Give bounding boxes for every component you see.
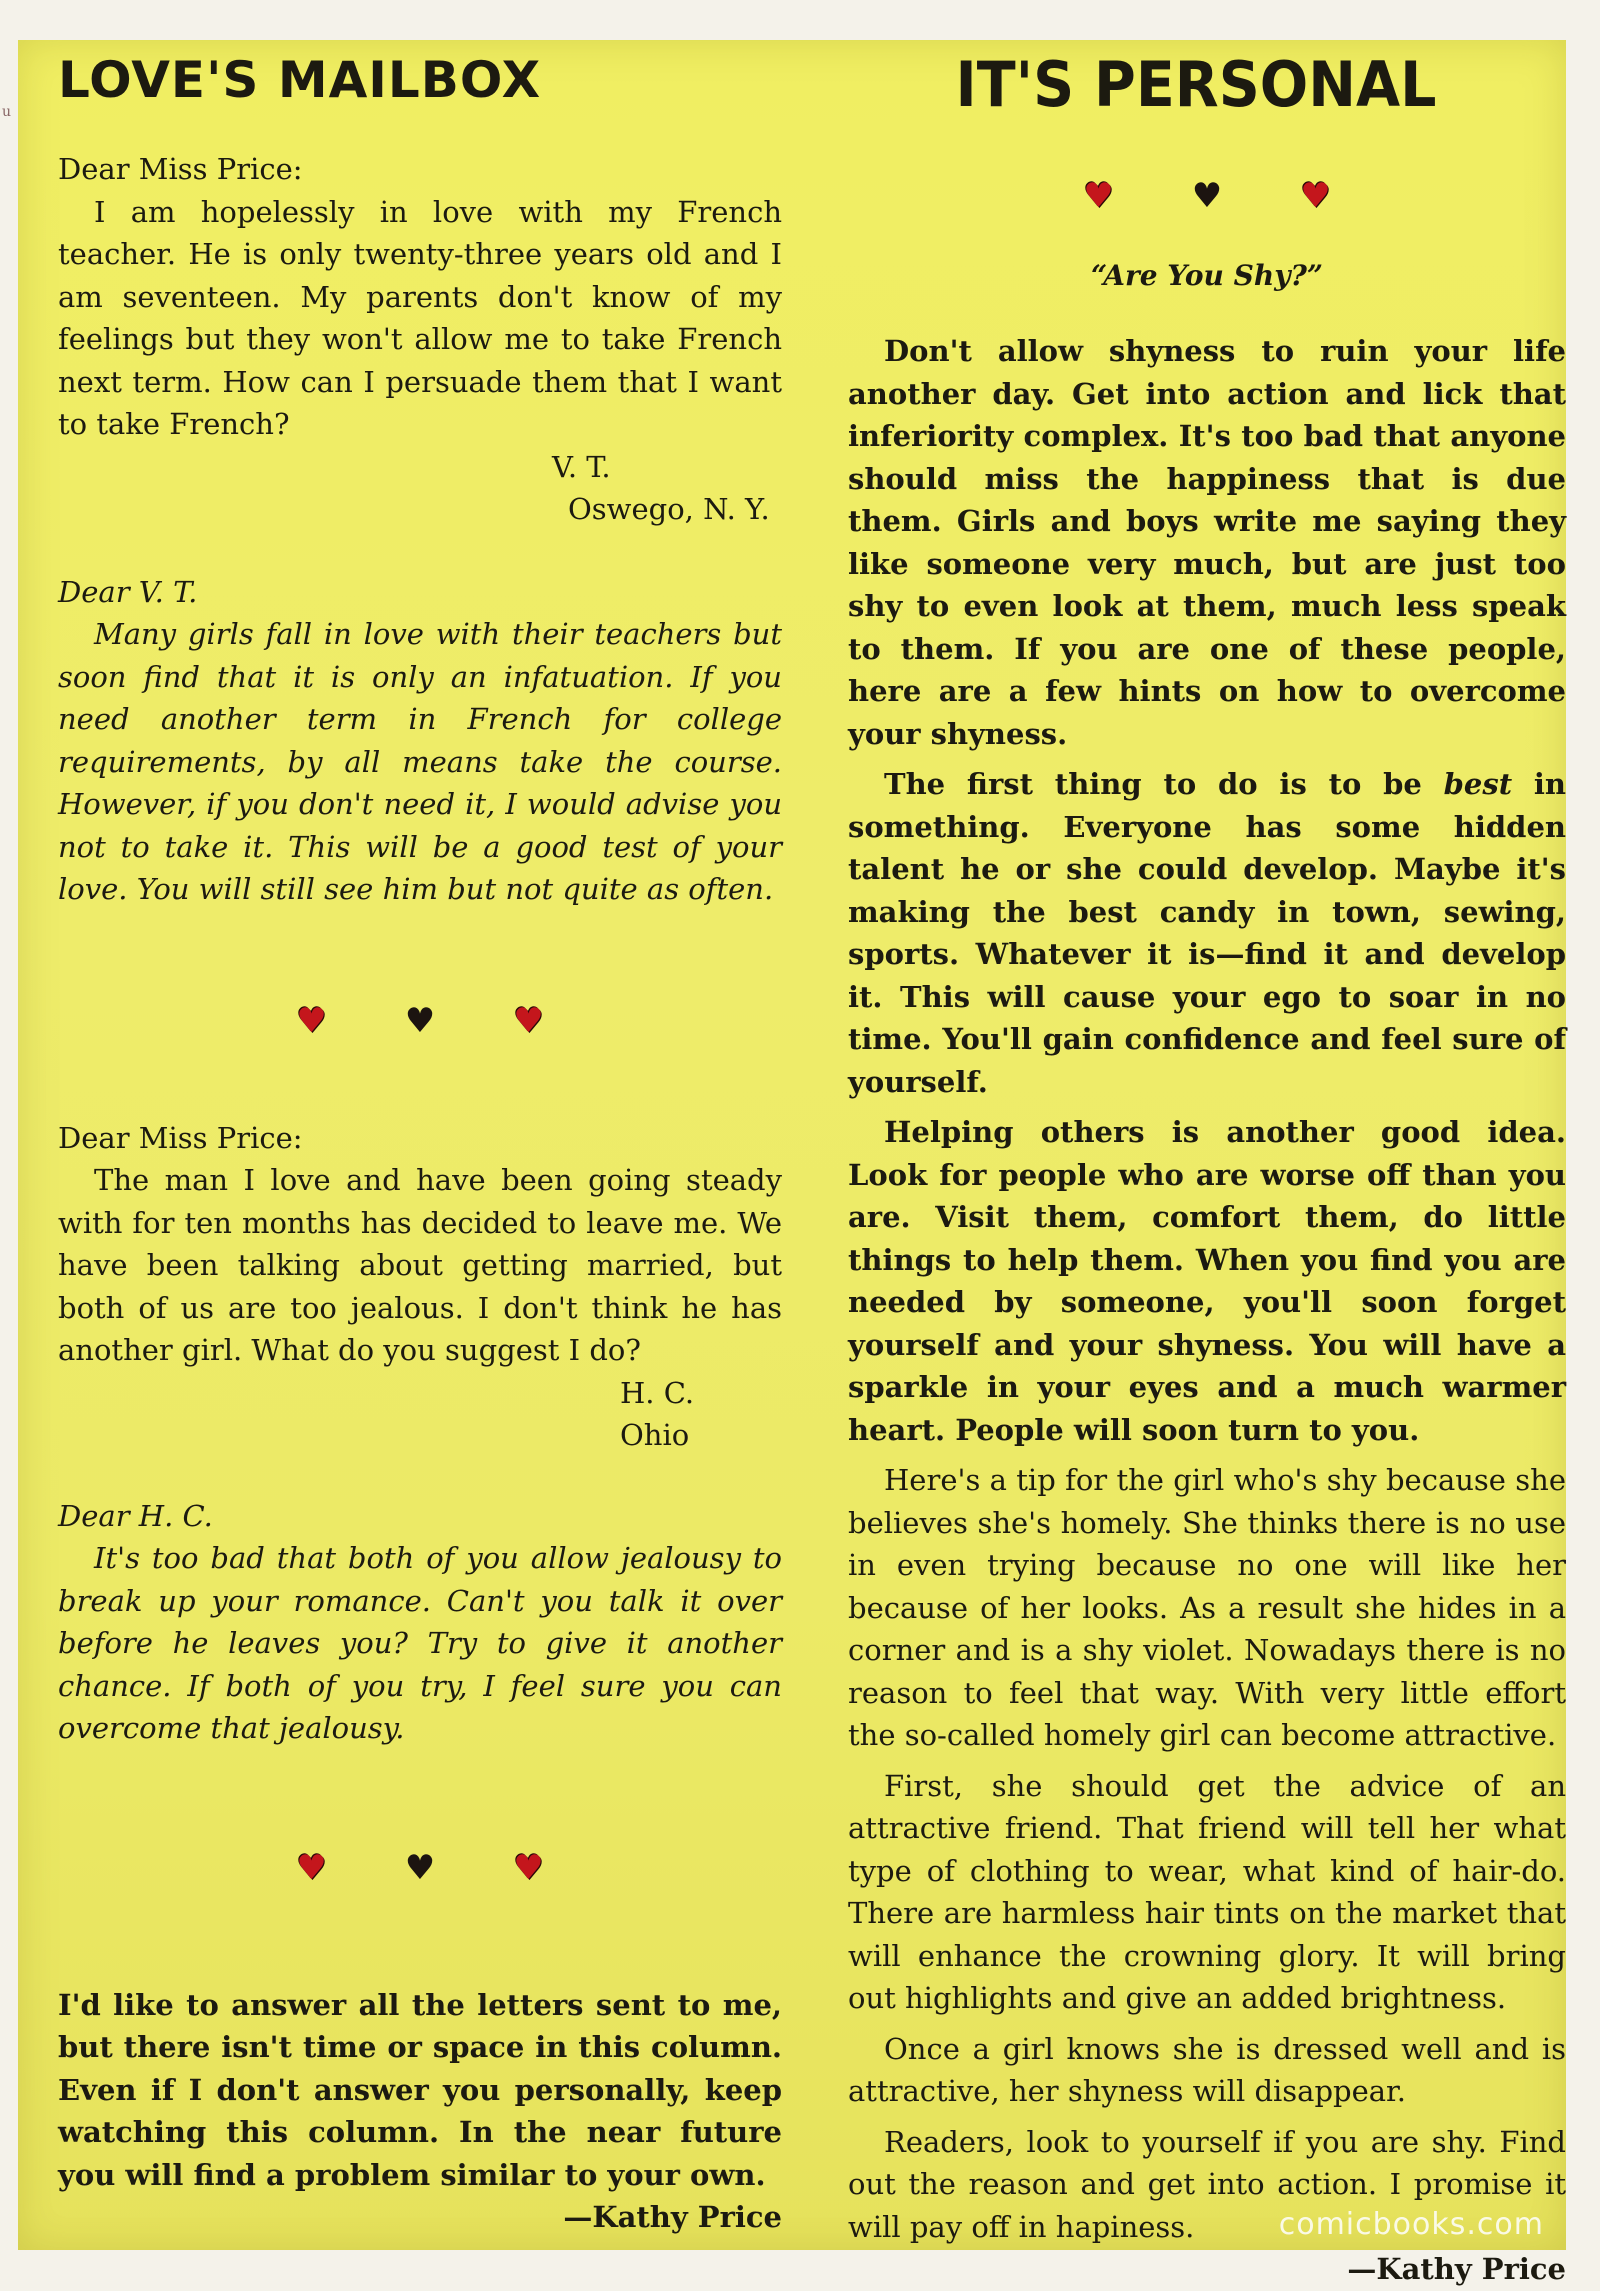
article-paragraph-7: Readers, look to yourself if you are shy. Find out the reason and get into action. I promise it will pay off in hapiness.	[848, 2124, 1566, 2244]
reply1-salutation: Dear V. T.	[58, 574, 198, 609]
article-paragraph-6: Once a girl knows she is dressed well and is attractive, her shyness will disappear.	[848, 2031, 1566, 2108]
loves-mailbox-column	[36, 40, 788, 2239]
heart-red-icon: ♥	[1300, 176, 1331, 216]
reply2-salutation: Dear H. C.	[58, 1498, 213, 1533]
edge-mark: u	[2, 104, 12, 120]
letter1-sig-name: V. T.	[552, 449, 611, 484]
letter2-salutation: Dear Miss Price:	[58, 1120, 303, 1155]
heart-red-icon: ♥	[513, 1847, 544, 1888]
heart-red-icon: ♥	[513, 1000, 544, 1041]
article-paragraph-5: First, she should get the advice of an attractive friend. That friend will tell her what type of clothing to wear, what kind of hair-do. There are harmless hair tints on the market that will enhance the crowning glory. It will bring out highlights and give an added brightness.	[848, 1768, 1566, 2015]
article-subhead: “Are You Shy?”	[1091, 259, 1323, 292]
loves-mailbox-title: LOVE'S MAILBOX	[58, 51, 542, 109]
heart-black-icon: ♥	[404, 1847, 436, 1888]
page	[18, 40, 1566, 2286]
its-personal-column	[826, 40, 1566, 2291]
letter2-body: The man I love and have been going steady with for ten months has decided to leave me. We have been talking about getting married, but both of us are too jealous. I don't think he has another girl. What do you suggest I do?	[58, 1163, 782, 1367]
reply2-body: It's too bad that both of you allow jealousy to break up your romance. Can't you talk it over before he leaves you? Try to give it another chance. If both of you try, I feel sure you can overcome that jealousy.	[58, 1541, 782, 1745]
letter2-sig-name: H. C.	[620, 1375, 695, 1410]
article-paragraph-4: Here's a tip for the girl who's shy because she believes she's homely. She thinks there is no use in even trying because no one will like her because of her looks. As a result she hides in a corner and is a shy violet. Nowadays there is no reason to feel that way. With very little effort the so-called homely girl can become attractive.	[848, 1463, 1566, 1752]
letter1-salutation: Dear Miss Price:	[58, 152, 303, 186]
divider-hearts-3	[848, 176, 1566, 216]
site-credit: comicbooks.com	[1278, 2207, 1544, 2242]
article-paragraph-3: Helping others is another good idea. Look for people who are worse off than you are. Visit them, comfort them, do little things to help them. When you find you are needed by someone, you'll soon forget yourself and your shyness. You will have a sparkle in your eyes and a much warmer heart. People will soon turn to you.	[848, 1115, 1566, 1447]
right-signature: —Kathy Price	[1347, 2252, 1566, 2286]
heart-black-icon: ♥	[1191, 176, 1223, 216]
letter1-sig-place: Oswego, N. Y.	[568, 492, 770, 526]
closing-note: I'd like to answer all the letters sent to me, but there isn't time or space in this column. Even if I don't answer you personally, keep watching this column. In the near future you will find a problem similar to your own.	[58, 1987, 782, 2192]
article-paragraph-1: Don't allow shyness to ruin your life another day. Get into action and lick that inferiority complex. It's too bad that anyone should miss the happiness that is due them. Girls and boys write me saying they like someone very much, but are just too shy to even look at them, much less speak to them. If you are one of these people, here are a few hints on how to overcome your shyness.	[848, 334, 1566, 751]
letter1-body: I am hopelessly in love with my French teacher. He is only twenty-three years old and I am seventeen. My parents don't know of my feelings but they won't allow me to take French next term. How can I persuade them that I want to take French?	[58, 194, 782, 441]
divider-hearts-2	[58, 1848, 782, 1888]
heart-red-icon: ♥	[296, 1000, 327, 1041]
left-signature: —Kathy Price	[563, 2200, 782, 2234]
reply1-body: Many girls fall in love with their teachers but soon find that it is only an infatuation. If you need another term in French for college requirements, by all means take the course. However, if you don't need it, I would advise you not to take it. This will be a good test of your love. You will still see him but not quite as often.	[58, 617, 782, 906]
heart-black-icon: ♥	[404, 1000, 436, 1041]
its-personal-title: IT'S PERSONAL	[955, 48, 1437, 121]
letter2-sig-place: Ohio	[620, 1418, 690, 1452]
article-paragraph-2: The first thing to do is to be best in something. Everyone has some hidden talent he or she could develop. Maybe it's making the best candy in town, sewing, sports. Whatever it is—find it and develop it. This will cause your ego to soar in no time. You'll gain confidence and feel sure of yourself.	[848, 767, 1566, 1099]
heart-red-icon: ♥	[296, 1847, 327, 1888]
divider-hearts-1	[58, 1001, 782, 1041]
heart-red-icon: ♥	[1083, 176, 1114, 216]
